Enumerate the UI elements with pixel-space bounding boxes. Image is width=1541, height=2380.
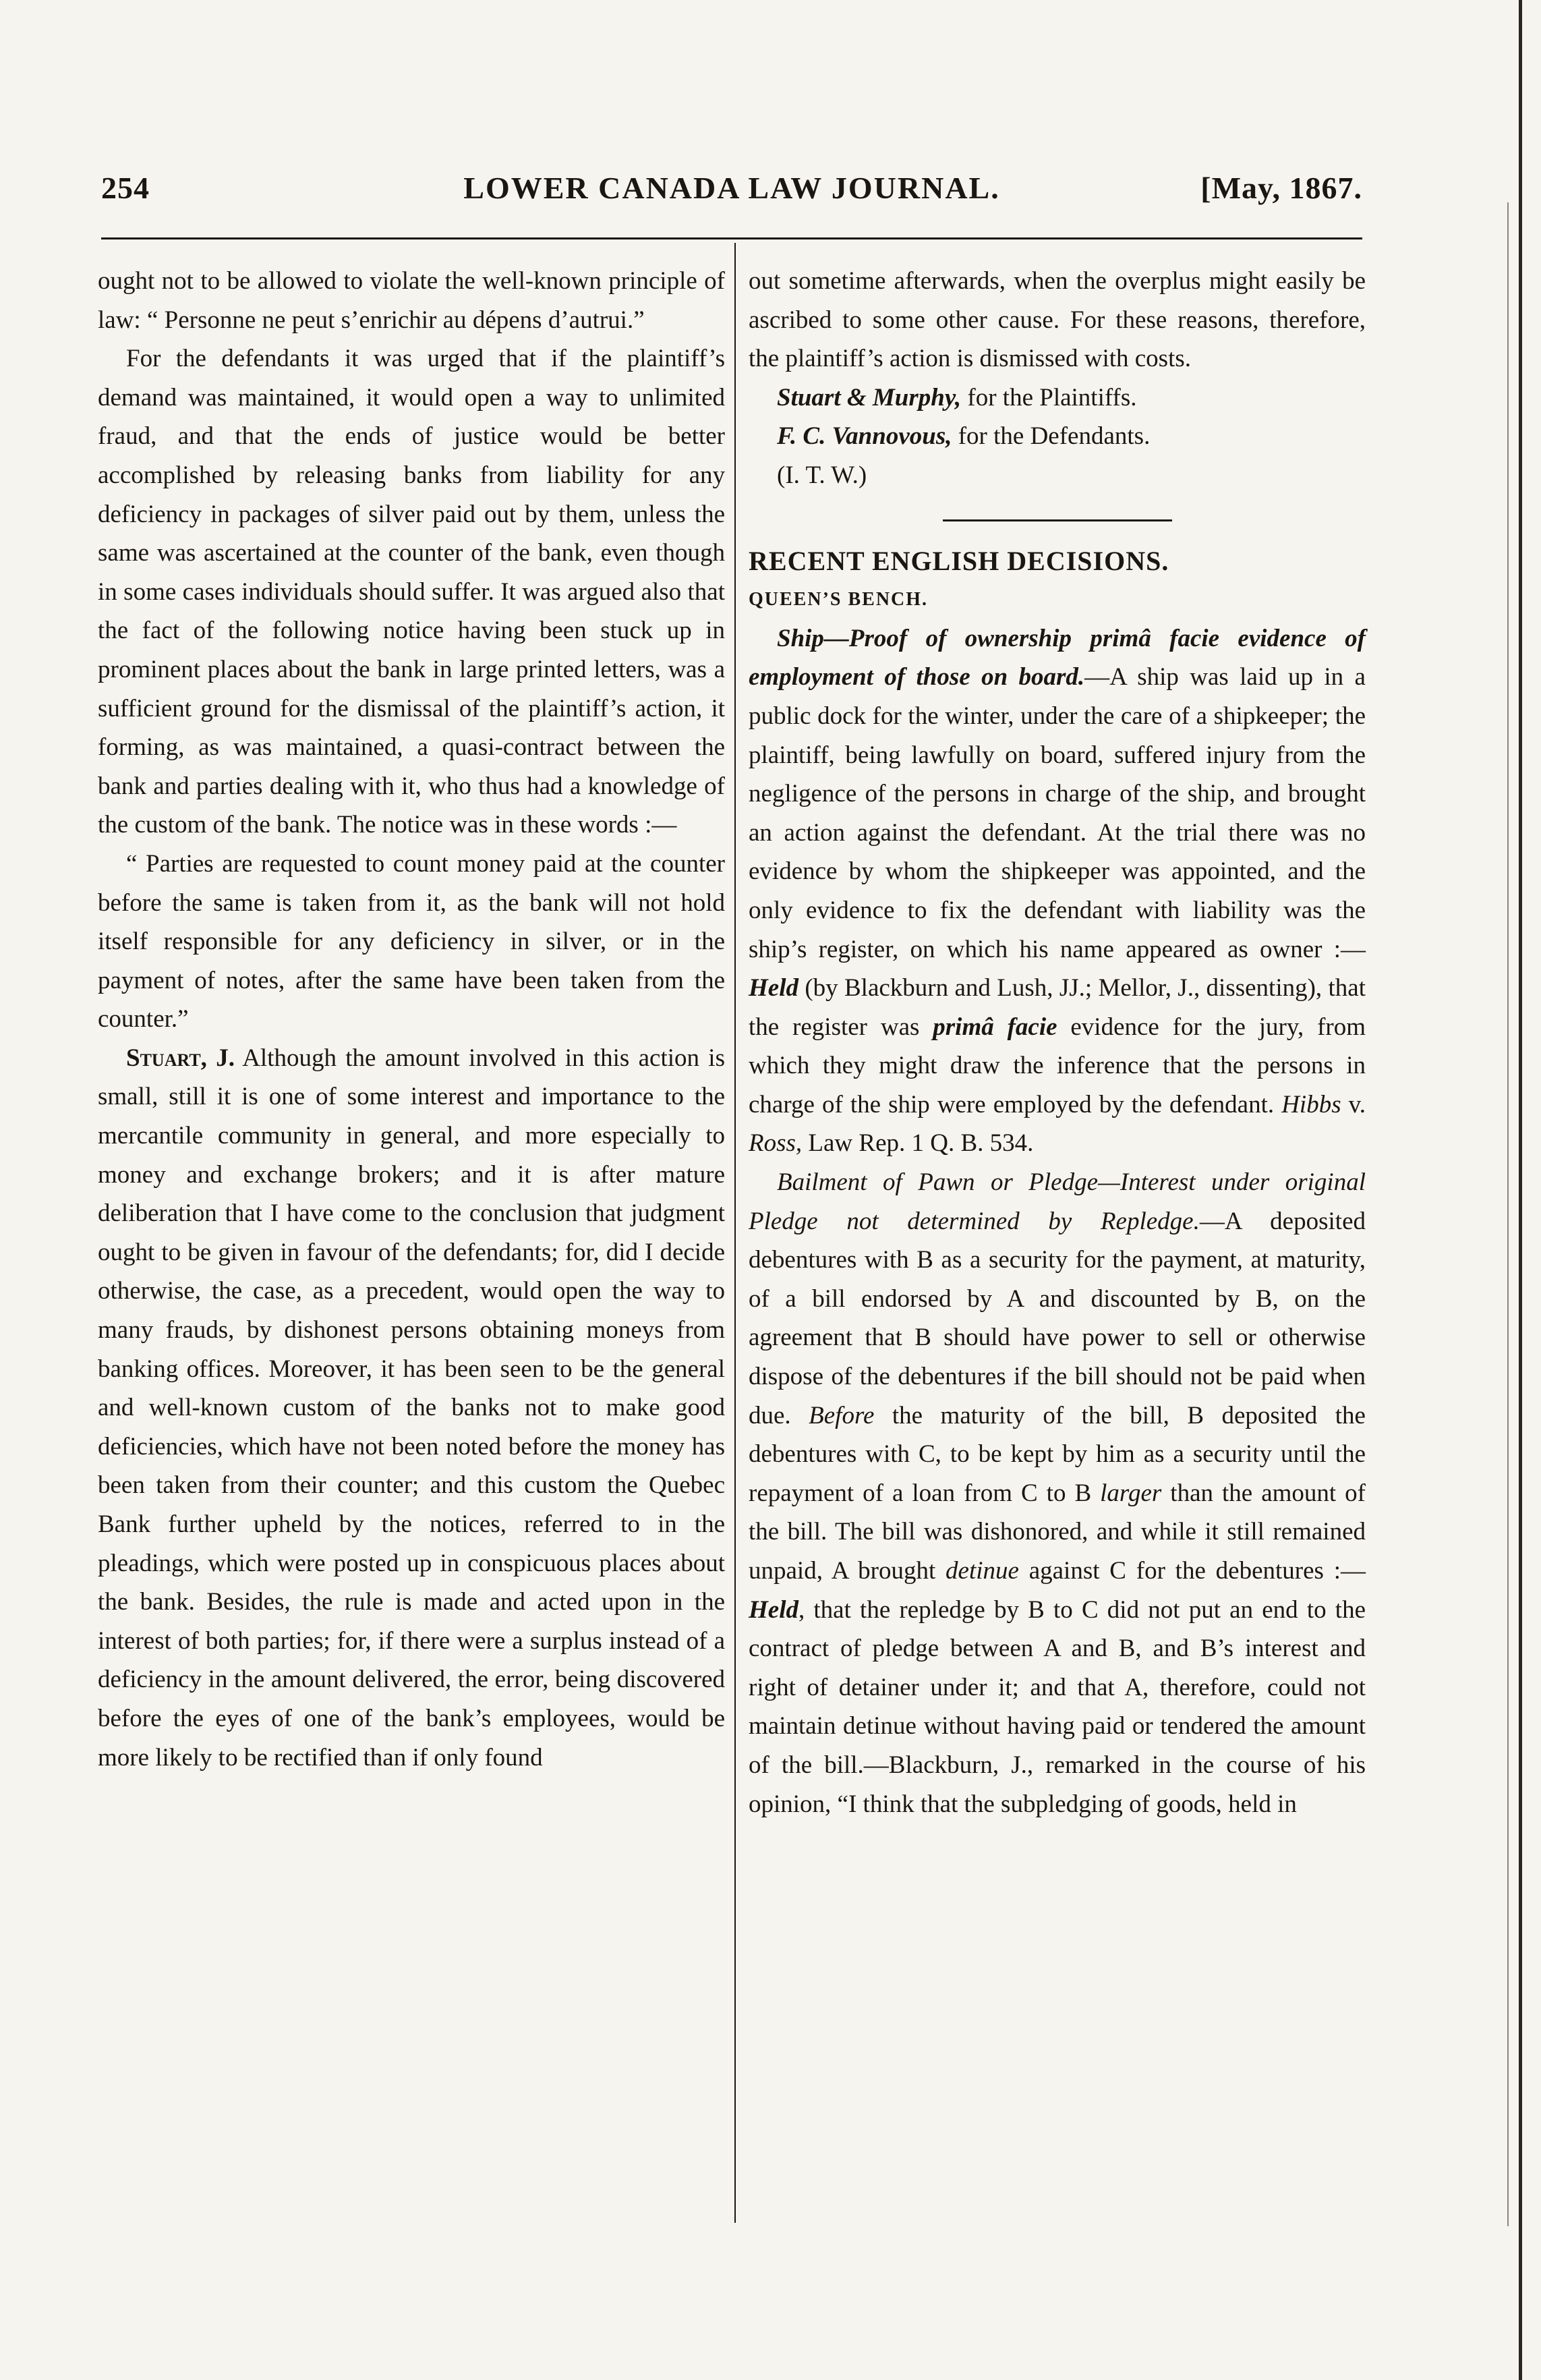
court-heading: QUEEN’S BENCH.: [749, 589, 929, 611]
page-edge-shadow: [1519, 0, 1522, 2380]
case-ship-headnote: Ship—Proof of ownership primâ facie evidence of employment of those on board.: [749, 624, 1366, 691]
case-ship-citation-report: Law Rep. 1 Q. B. 534.: [802, 1129, 1034, 1158]
notice-quote: “ Parties are requested to count money paid at the counter before the same is taken from it, as the bank will not hold itself responsible for any deficiency in silver, or in the payment of notes, after the same have been taken from the counter.”: [98, 849, 725, 1033]
case-pledge-text-2: the maturity of the bill, B deposited the debentures with C, to be kept by him as a security until the repayment of a loan from C to B: [749, 1401, 1366, 1507]
case-ship-prima-facie: primâ facie: [933, 1013, 1057, 1041]
counsel-defendants-role: for the Defendants.: [952, 422, 1151, 451]
case-ship-citation-v: v.: [1341, 1090, 1366, 1118]
page-number: 254: [101, 171, 150, 205]
running-header: [101, 170, 1362, 210]
judge-name: Stuart, J.: [126, 1044, 235, 1072]
counsel-plaintiffs-role: for the Plaintiffs.: [961, 383, 1137, 412]
counsel-plaintiffs: [749, 378, 1366, 418]
case-pledge-text-3: than the amount of the bill. The bill was dishonored, and while it still remained unpaid, A brought: [749, 1479, 1366, 1585]
left-paragraph-1: ought not to be allowed to violate the well-known principle of law: “ Personne ne peut s’enrichir au dépens d’autrui.”: [98, 267, 725, 334]
case-ship-text-3: evidence for the jury, from which they might draw the inference that the persons in charge of the ship were employed by the defendant.: [749, 1013, 1366, 1118]
counsel-defendants: [749, 417, 1366, 456]
case-ship: [749, 619, 1366, 1163]
case-pledge-held: Held: [749, 1595, 798, 1624]
header-rule: [101, 237, 1362, 239]
case-ship-text: —A ship was laid up in a public dock for the winter, under the care of a shipkeeper; the plaintiff, being lawfully on board, suffered injury from the negligence of the persons in charge of the ship, and brought an action against the defendant. At the trial there was no evidence by whom the shipkeeper was appointed, and the only evidence to fix the defendant with liability was the ship’s register, on which his name appeared as owner :—: [749, 663, 1366, 963]
column-divider: [734, 243, 736, 2223]
case-ship-citation-party: Hibbs: [1281, 1090, 1341, 1118]
journal-title: LOWER CANADA LAW JOURNAL.: [463, 171, 1000, 205]
reporter-initials: (I. T. W.): [777, 461, 867, 489]
right-column: [749, 262, 1366, 1823]
page-edge-line: [1507, 202, 1509, 2226]
judgment-paragraph: [98, 1039, 725, 1777]
left-column: [98, 262, 725, 1777]
case-pledge-text-5: , that the repledge by B to C did not put an end to the contract of pledge between A and B, and B’s interest and right of detainer under it; and that A, therefore, could not maintain detinue without having paid or tendered the amount of the bill.—Blackburn, J., remarked in the course of his opinion, “I think that the subpledging of goods, held in: [749, 1595, 1366, 1818]
case-pledge-before: Before: [809, 1401, 875, 1429]
case-pledge-headnote: Bailment of Pawn or Pledge—Interest under original Pledge not determined by Repledge.: [749, 1168, 1366, 1235]
case-ship-text-2: (by Blackburn and Lush, JJ.; Mellor, J., dissenting), that the register was: [749, 974, 1366, 1041]
case-pledge-text-4: against C for the debentures :—: [1018, 1557, 1366, 1585]
issue-date: [May, 1867.: [1200, 171, 1362, 205]
case-pledge-detinue: detinue: [946, 1557, 1019, 1585]
case-ship-held: Held: [749, 974, 798, 1002]
case-pledge-larger: larger: [1100, 1479, 1162, 1507]
case-pledge: [749, 1163, 1366, 1823]
judgment-text: Although the amount involved in this action is small, still it is one of some interest and importance to the mercantile community in general, and more especially to money and exchange brokers; and it is after mature deliberation that I have come to the conclusion that judgment ought to be given in favour of the defendants; for, did I decide otherwise, the case, as a precedent, would open the way to many frauds, by dishonest persons obtaining moneys from banking offices. Moreover, it has been seen to be the general and well-known custom of the banks not to make good deficiencies, which have not been noted before the money has been taken from their counter; and this custom the Quebec Bank further upheld by the notices, referred to in the pleadings, which were posted up in conspicuous places about the bank. Besides, the rule is made and acted upon in the interest of both parties; for, if there were a surplus instead of a deficiency in the amount delivered, the error, being discovered before the eyes of one of the bank’s employees, would be more likely to be rectified than if only found: [98, 1044, 725, 1772]
left-paragraph-2: For the defendants it was urged that if the plaintiff’s demand was maintained, it would open a way to unlimited fraud, and that the ends of justice would be better accomplished by releasing banks from liability for any deficiency in packages of silver paid out by them, unless the same was ascertained at the counter of the bank, even though in some cases individuals should suffer. It was argued also that the fact of the following notice having been stuck up in prominent places about the bank in large printed letters, was a sufficient ground for the dismissal of the plaintiff’s action, it forming, as was maintained, a quasi-contract between the bank and parties dealing with it, who thus had a knowledge of the custom of the bank. The notice was in these words :—: [98, 345, 725, 839]
case-ship-citation-party-2: Ross,: [749, 1129, 803, 1158]
right-paragraph-1: out sometime afterwards, when the overplus might easily be ascribed to some other cause. For these reasons, therefore, the plaintiff’s action is dismissed with costs.: [749, 267, 1366, 373]
section-separator: [943, 519, 1172, 521]
counsel-plaintiffs-name: Stuart & Murphy,: [777, 383, 962, 412]
case-pledge-text: —A deposited debentures with B as a security for the payment, at maturity, of a bill endorsed by A and discounted by B, on the agreement that B should have power to sell or otherwise dispose of the debentures if the bill should not be paid when due.: [749, 1207, 1366, 1429]
counsel-defendants-name: F. C. Vannovous,: [777, 422, 952, 451]
section-title: RECENT ENGLISH DECISIONS.: [749, 545, 1169, 576]
